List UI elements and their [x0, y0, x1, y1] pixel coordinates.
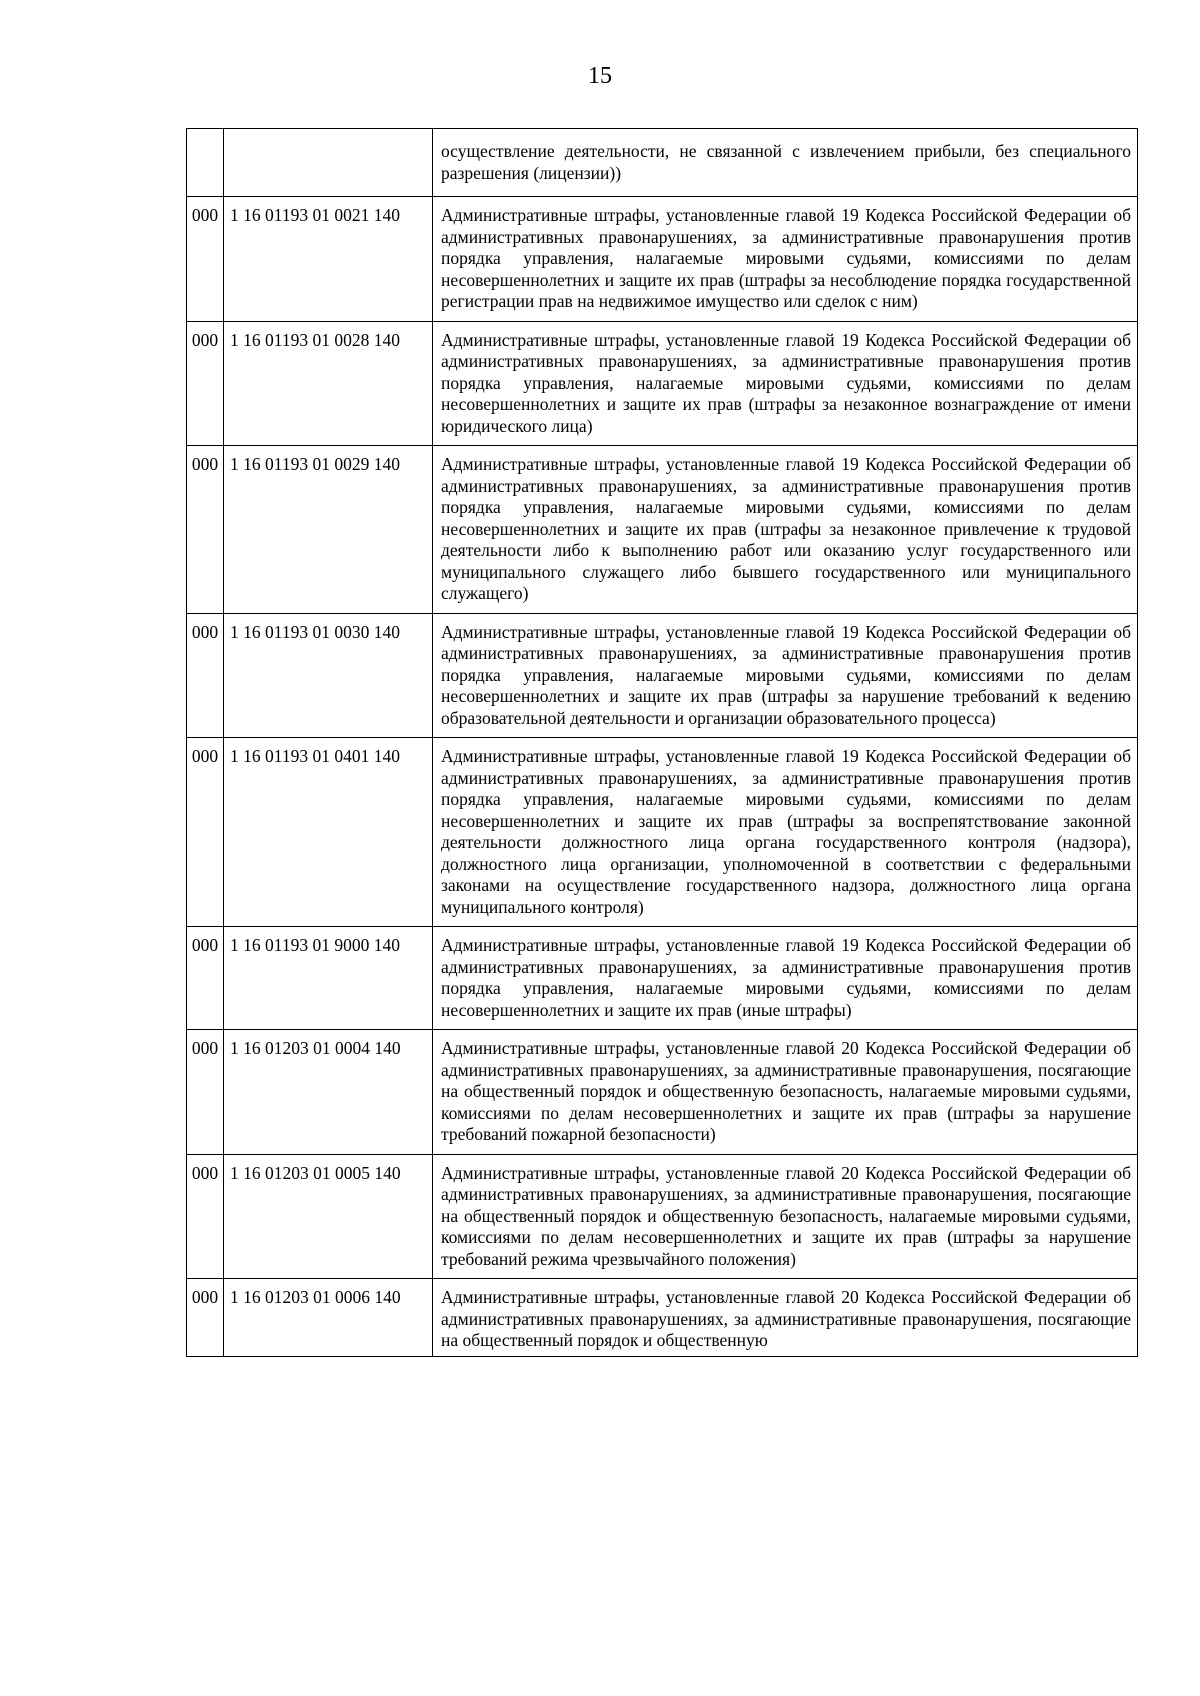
description-cell: Административные штрафы, установленные главой 19 Кодекса Российской Федерации об административных правонарушениях, за административные правонарушения против порядка управления, налагаемые мировыми судьями, комиссиями по делам несовершеннолетних и защите их прав (иные штрафы) [433, 927, 1138, 1030]
table-row [187, 197, 1138, 322]
revenue-codes-table [186, 128, 1138, 1357]
description-cell: осуществление деятельности, не связанной с извлечением прибыли, без специального разрешения (лицензии)) [433, 129, 1138, 197]
revenue-code-cell: 1 16 01203 01 0005 140 [224, 1154, 433, 1279]
description-cell: Административные штрафы, установленные главой 19 Кодекса Российской Федерации об административных правонарушениях, за административные правонарушения против порядка управления, налагаемые мировыми судьями, комиссиями по делам несовершеннолетних и защите их прав (штрафы за несоблюдение порядка государственной регистрации прав на недвижимое имущество или сделок с ним) [433, 197, 1138, 322]
table-row [187, 1279, 1138, 1357]
revenue-code-cell: 1 16 01193 01 0028 140 [224, 321, 433, 446]
description-cell: Административные штрафы, установленные главой 19 Кодекса Российской Федерации об административных правонарушениях, за административные правонарушения против порядка управления, налагаемые мировыми судьями, комиссиями по делам несовершеннолетних и защите их прав (штрафы за незаконное вознаграждение от имени юридического лица) [433, 321, 1138, 446]
description-cell: Административные штрафы, установленные главой 19 Кодекса Российской Федерации об административных правонарушениях, за административные правонарушения против порядка управления, налагаемые мировыми судьями, комиссиями по делам несовершеннолетних и защите их прав (штрафы за незаконное привлечение к трудовой деятельности либо к выполнению работ или оказанию услуг государственного или муниципального служащего либо бывшего государственного или муниципального служащего) [433, 446, 1138, 614]
revenue-code-cell: 1 16 01203 01 0004 140 [224, 1030, 433, 1155]
admin-code-cell: 000 [187, 197, 224, 322]
revenue-code-cell: 1 16 01193 01 0029 140 [224, 446, 433, 614]
table-row [187, 1154, 1138, 1279]
admin-code-cell: 000 [187, 321, 224, 446]
admin-code-cell: 000 [187, 738, 224, 927]
page-number: 15 [588, 63, 612, 89]
table-row [187, 738, 1138, 927]
admin-code-cell: 000 [187, 1154, 224, 1279]
description-cell: Административные штрафы, установленные главой 19 Кодекса Российской Федерации об административных правонарушениях, за административные правонарушения против порядка управления, налагаемые мировыми судьями, комиссиями по делам несовершеннолетних и защите их прав (штрафы за воспрепятствование законной деятельности должностного лица органа государственного контроля (надзора), должностного лица организации, уполномоченной в соответствии с федеральными законами на осуществление государственного надзора, должностного лица органа муниципального контроля) [433, 738, 1138, 927]
table-row [187, 446, 1138, 614]
description-cell: Административные штрафы, установленные главой 20 Кодекса Российской Федерации об административных правонарушениях, за административные правонарушения, посягающие на общественный порядок и общественную безопасность, налагаемые мировыми судьями, комиссиями по делам несовершеннолетних и защите их прав (штрафы за нарушение требований режима чрезвычайного положения) [433, 1154, 1138, 1279]
admin-code-cell [187, 129, 224, 197]
admin-code-cell: 000 [187, 446, 224, 614]
revenue-code-cell: 1 16 01193 01 0021 140 [224, 197, 433, 322]
table-row [187, 613, 1138, 738]
description-cell: Административные штрафы, установленные главой 20 Кодекса Российской Федерации об административных правонарушениях, за административные правонарушения, посягающие на общественный порядок и общественную [433, 1279, 1138, 1357]
revenue-code-cell: 1 16 01203 01 0006 140 [224, 1279, 433, 1357]
revenue-code-cell: 1 16 01193 01 0030 140 [224, 613, 433, 738]
revenue-code-cell [224, 129, 433, 197]
admin-code-cell: 000 [187, 1030, 224, 1155]
admin-code-cell: 000 [187, 613, 224, 738]
table-row [187, 927, 1138, 1030]
table-row [187, 1030, 1138, 1155]
admin-code-cell: 000 [187, 1279, 224, 1357]
description-cell: Административные штрафы, установленные главой 19 Кодекса Российской Федерации об административных правонарушениях, за административные правонарушения против порядка управления, налагаемые мировыми судьями, комиссиями по делам несовершеннолетних и защите их прав (штрафы за нарушение требований к ведению образовательной деятельности и организации образовательного процесса) [433, 613, 1138, 738]
description-cell: Административные штрафы, установленные главой 20 Кодекса Российской Федерации об административных правонарушениях, за административные правонарушения, посягающие на общественный порядок и общественную безопасность, налагаемые мировыми судьями, комиссиями по делам несовершеннолетних и защите их прав (штрафы за нарушение требований пожарной безопасности) [433, 1030, 1138, 1155]
revenue-code-cell: 1 16 01193 01 9000 140 [224, 927, 433, 1030]
revenue-code-cell: 1 16 01193 01 0401 140 [224, 738, 433, 927]
table-row [187, 321, 1138, 446]
table-row [187, 129, 1138, 197]
admin-code-cell: 000 [187, 927, 224, 1030]
